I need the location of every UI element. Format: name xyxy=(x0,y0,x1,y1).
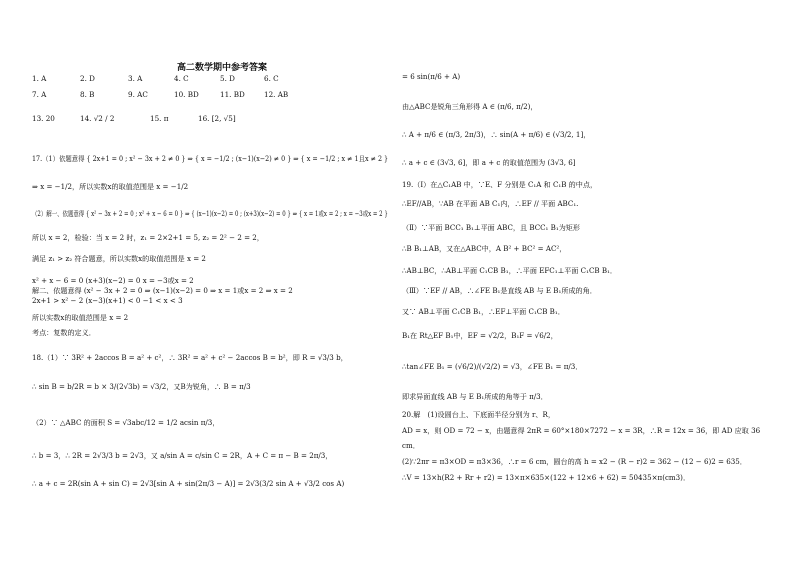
answer-7: 7. A xyxy=(32,90,47,99)
right-line-15: 20.解 (1)设圆台上、下底面半径分别为 r、R， xyxy=(402,410,555,419)
left-line-7: 解二、依题意得 (x² − 3x + 2 = 0 ⇒ (x−1)(x−2) = 0 ⇒ x = 1或x = 2 ⇒ x = 2 xyxy=(32,286,293,295)
left-line-14: ∴ b = 3，∴ 2R = 2√3/3 b = 2√3，又 a/sin A = c/sin C = 2R，A + C = π − B = 2π/3， xyxy=(32,451,333,460)
answer-2: 2. D xyxy=(80,74,95,83)
left-line-11: 18.（1）∵ 3R² + 2accos B = a² + c²，∴ 3R² = a² + c² − 2accos B = b²，即 R = √3/3 b， xyxy=(32,353,348,362)
left-line-13: （2）∵ △ABC 的面积 S = √3abc/12 = 1/2 acsin π/3， xyxy=(32,418,220,427)
right-line-19: ∴V = 13×h(R2 + Rr + r2) = 13×π×635×(122 + 12×6 + 62) = 50435×π(cm3)． xyxy=(402,473,691,482)
right-line-10: （Ⅲ）∵EF // AB，∴∠FE B₁是直线 AB 与 E B₁所成的角． xyxy=(402,286,597,295)
right-line-14: 即求异面直线 AB 与 E B₁所成的角等于 π/3． xyxy=(402,392,548,401)
left-line-10: 考点：复数的定义． xyxy=(32,328,96,337)
right-line-6: ∴EF//AB，∵AB 在平面 AB C₁内，∴EF // 平面 ABC₁. xyxy=(402,199,579,208)
right-line-7: （Ⅱ）∵平面 BCC₁ B₁⊥平面 ABC，且 BCC₁ B₁为矩形 xyxy=(402,223,580,232)
left-line-3: （2）解一、依题意得 { x² − 3x + 2 = 0 ; x² + x − 6 = 0 } ⇒ { (x−1)(x−2) = 0 ; (x+3)(x−2) = 0 } ⇒ { x = 1或x = 2 ; x = −3或x = 2 } xyxy=(32,209,388,218)
right-line-17: cm． xyxy=(402,441,420,450)
left-line-9: 所以实数x的取值范围是 x = 2 xyxy=(32,313,129,322)
right-line-16: AD = x，则 OD = 72 − x，由题意得 2πR = 60°×180×7272 − x = 3R，∴R = 12x = 36，即 AD 应取 36 xyxy=(402,426,761,435)
left-line-6: x² + x − 6 = 0 (x+3)(x−2) = 0 x = −3或x = 2 xyxy=(32,276,194,285)
answer-1: 1. A xyxy=(32,74,47,83)
answer-14: 14. √2 / 2 xyxy=(80,114,115,123)
answer-9: 9. AC xyxy=(128,90,148,99)
right-line-3: ∴ A + π/6 ∈ (π/3, 2π/3)，∴ sin(A + π/6) ∈ (√3/2, 1]， xyxy=(402,130,591,139)
answer-12: 12. AB xyxy=(264,90,289,99)
left-line-1: 17.（1）依题意得 { 2x+1 = 0 ; x² − 3x + 2 ≠ 0 } ⇒ { x = −1/2 ; (x−1)(x−2) ≠ 0 } ⇒ { x = −1/2 ; x ≠ 1且x ≠ 2 } xyxy=(32,154,389,163)
right-line-12: B₁在 Rt△EF B₁中，EF = √2/2，B₁F = √6/2， xyxy=(402,331,558,340)
answer-15: 15. π xyxy=(150,114,169,123)
right-line-1: = 6 sin(π/6 + A) xyxy=(402,72,461,81)
right-line-8: ∴B B₁⊥AB，又在△ABC中，A B² + BC² = AC²， xyxy=(402,244,567,253)
left-line-5: 满足 z₁ > z₂ 符合题意，所以实数x的取值范围是 x = 2 xyxy=(32,254,206,263)
answer-3: 3. A xyxy=(128,74,143,83)
answer-8: 8. B xyxy=(80,90,95,99)
left-line-15: ∴ a + c = 2R(sin A + sin C) = 2√3[sin A + sin(2π/3 − A)] = 2√3(3/2 sin A + √3/2 cos A) xyxy=(32,479,345,488)
page-title: 高二数学期中参考答案 xyxy=(177,63,268,73)
left-line-12: ∴ sin B = b/2R = b × 3/(2√3b) = √3/2，又B为锐角，∴ B = π/3 xyxy=(32,382,251,391)
right-line-4: ∴ a + c ∈ (3√3, 6]，即 a + c 的取值范围为 (3√3, 6] xyxy=(402,158,576,167)
answer-10: 10. BD xyxy=(174,90,199,99)
right-line-5: 19.（Ⅰ）在△C₁AB 中，∵E、F 分别是 C₁A 和 C₁B 的中点， xyxy=(402,180,598,189)
answer-5: 5. D xyxy=(220,74,235,83)
answer-16: 16. [2, √5] xyxy=(198,114,236,123)
right-line-9: ∴AB⊥BC，∴AB⊥平面 C₁CB B₁，∴平面 EFC₁⊥平面 C₁CB B₁． xyxy=(402,266,618,275)
answer-13: 13. 20 xyxy=(32,114,55,123)
left-line-2: ⇒ x = −1/2，所以实数x的取值范围是 x = −1/2 xyxy=(32,182,189,191)
right-line-11: 又∵ AB⊥平面 C₁CB B₁，∴EF⊥平面 C₁CB B₁． xyxy=(402,307,565,316)
left-line-4: 所以 x = 2，检验：当 x = 2 时，z₁ = 2×2+1 = 5, z₂ = 2² − 2 = 2， xyxy=(32,233,264,242)
answer-11: 11. BD xyxy=(220,90,245,99)
answer-6: 6. C xyxy=(264,74,279,83)
right-line-18: (2)∵2πr = π3×OD = π3×36，∴r = 6 cm，圆台的高 h = x2 − (R − r)2 = 362 − (12 − 6)2 = 635． xyxy=(402,457,747,466)
right-line-13: ∴tan∠FE B₁ = (√6/2)/(√2/2) = √3，∠FE B₁ = π/3． xyxy=(402,362,583,371)
right-line-2: 由△ABC是锐角三角形得 A ∈ (π/6, π/2)， xyxy=(402,102,538,111)
left-line-8: 2x+1 > x² − 2 (x−3)(x+1) < 0 −1 < x < 3 xyxy=(32,296,183,305)
answer-4: 4. C xyxy=(174,74,189,83)
